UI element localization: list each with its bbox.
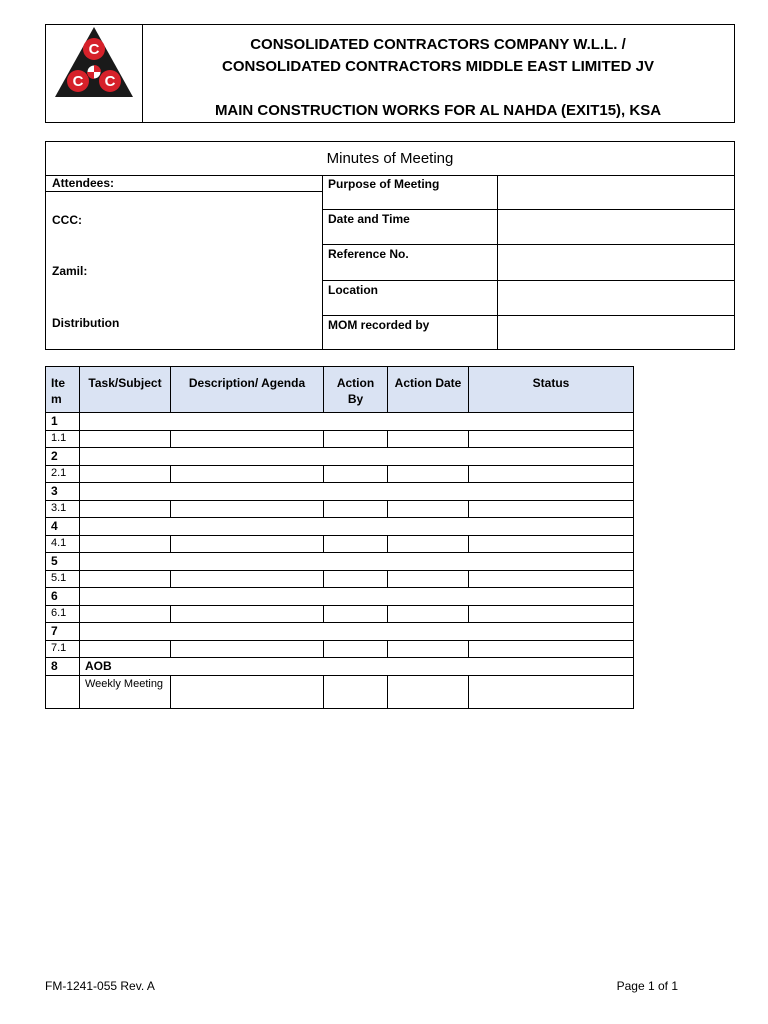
- description-cell[interactable]: [171, 675, 324, 708]
- status-cell[interactable]: [469, 430, 634, 448]
- description-cell[interactable]: [171, 465, 324, 483]
- task-cell[interactable]: [80, 430, 171, 448]
- table-row: [46, 675, 634, 708]
- agenda-body: [46, 413, 634, 709]
- item-number-cell: 4.1: [46, 535, 80, 553]
- table-row: [46, 448, 634, 466]
- table-row: [46, 605, 634, 623]
- table-row: [46, 465, 634, 483]
- description-cell[interactable]: [171, 605, 324, 623]
- recorded-by-value[interactable]: [498, 316, 734, 349]
- col-action-date: Action Date: [388, 367, 469, 413]
- table-row: [46, 430, 634, 448]
- logo-letter-top: C: [88, 41, 100, 58]
- description-cell[interactable]: [171, 535, 324, 553]
- item-number-cell: 5.1: [46, 570, 80, 588]
- recorded-by-label: MOM recorded by: [322, 316, 498, 349]
- logo-triangle: [55, 27, 133, 97]
- col-item: Ite m: [46, 367, 80, 413]
- page-number: Page 1 of 1: [616, 979, 678, 993]
- agenda-topic-cell[interactable]: [80, 553, 634, 571]
- location-value[interactable]: [498, 281, 734, 315]
- col-status: Status: [469, 367, 634, 413]
- purpose-row: [322, 175, 734, 210]
- action-by-cell[interactable]: [324, 535, 388, 553]
- table-row: [46, 658, 634, 676]
- logo-cell: [46, 25, 143, 122]
- table-row: [46, 553, 634, 571]
- table-row: [46, 570, 634, 588]
- meeting-details-panel: [322, 175, 734, 349]
- item-number-cell: 7: [46, 623, 80, 641]
- company-logo: [53, 25, 135, 101]
- status-cell[interactable]: [469, 535, 634, 553]
- attendees-label: Attendees:: [46, 175, 322, 192]
- company-name-line-1: CONSOLIDATED CONTRACTORS COMPANY W.L.L. /: [250, 36, 626, 53]
- status-cell[interactable]: [469, 465, 634, 483]
- table-row: [46, 500, 634, 518]
- table-row: [46, 483, 634, 501]
- purpose-value[interactable]: [498, 175, 734, 209]
- table-row: [46, 588, 634, 606]
- date-time-label: Date and Time: [322, 210, 498, 244]
- task-cell[interactable]: [80, 605, 171, 623]
- agenda-topic-cell[interactable]: [80, 518, 634, 536]
- task-cell[interactable]: [80, 640, 171, 658]
- reference-value[interactable]: [498, 245, 734, 280]
- document-header: [45, 24, 735, 123]
- agenda-topic-cell[interactable]: [80, 588, 634, 606]
- table-row: [46, 535, 634, 553]
- col-task-subject: Task/Subject: [80, 367, 171, 413]
- task-cell[interactable]: [80, 500, 171, 518]
- table-row: [46, 518, 634, 536]
- date-time-row: [322, 210, 734, 245]
- distribution-label: Distribution: [52, 316, 120, 330]
- action-date-cell[interactable]: [388, 570, 469, 588]
- item-number-cell: 7.1: [46, 640, 80, 658]
- agenda-header-row: [46, 367, 634, 413]
- action-by-cell[interactable]: [324, 500, 388, 518]
- action-date-cell[interactable]: [388, 675, 469, 708]
- action-date-cell[interactable]: [388, 605, 469, 623]
- item-number-cell: 8: [46, 658, 80, 676]
- status-cell[interactable]: [469, 570, 634, 588]
- action-by-cell[interactable]: [324, 605, 388, 623]
- agenda-topic-cell[interactable]: [80, 623, 634, 641]
- attendees-panel: [46, 175, 323, 349]
- agenda-topic-cell[interactable]: AOB: [80, 658, 634, 676]
- status-cell[interactable]: [469, 605, 634, 623]
- item-number-cell: 3: [46, 483, 80, 501]
- reference-label: Reference No.: [322, 245, 498, 280]
- item-number-cell: 2.1: [46, 465, 80, 483]
- agenda-topic-cell[interactable]: [80, 413, 634, 431]
- action-by-cell[interactable]: [324, 465, 388, 483]
- task-cell[interactable]: [80, 465, 171, 483]
- action-date-cell[interactable]: [388, 500, 469, 518]
- item-number-cell: 4: [46, 518, 80, 536]
- col-description: Description/ Agenda: [171, 367, 324, 413]
- item-number-cell: 3.1: [46, 500, 80, 518]
- date-time-value[interactable]: [498, 210, 734, 244]
- task-cell[interactable]: [80, 535, 171, 553]
- agenda-table: [45, 366, 634, 709]
- item-number-cell: [46, 675, 80, 708]
- description-cell[interactable]: [171, 430, 324, 448]
- action-date-cell[interactable]: [388, 430, 469, 448]
- description-cell[interactable]: [171, 500, 324, 518]
- table-row: [46, 640, 634, 658]
- location-row: [322, 281, 734, 316]
- form-code: FM-1241-055 Rev. A: [45, 979, 155, 993]
- table-row: [46, 413, 634, 431]
- recorded-by-row: [322, 316, 734, 349]
- status-cell[interactable]: [469, 500, 634, 518]
- purpose-label: Purpose of Meeting: [322, 175, 498, 209]
- logo-letter-right: C: [104, 73, 116, 90]
- task-cell[interactable]: [80, 570, 171, 588]
- agenda-topic-cell[interactable]: [80, 448, 634, 466]
- action-by-cell[interactable]: [324, 640, 388, 658]
- item-number-cell: 1: [46, 413, 80, 431]
- col-action-by: Action By: [324, 367, 388, 413]
- task-cell[interactable]: Weekly Meeting: [80, 675, 171, 708]
- action-date-cell[interactable]: [388, 640, 469, 658]
- ccc-label: CCC:: [52, 213, 82, 227]
- zamil-label: Zamil:: [52, 264, 88, 278]
- item-number-cell: 1.1: [46, 430, 80, 448]
- minutes-info-block: [45, 141, 735, 350]
- description-cell[interactable]: [171, 640, 324, 658]
- location-label: Location: [322, 281, 498, 315]
- action-by-cell[interactable]: [324, 430, 388, 448]
- status-cell[interactable]: [469, 675, 634, 708]
- logo-letter-left: C: [72, 73, 84, 90]
- reference-row: [322, 245, 734, 281]
- item-number-cell: 6.1: [46, 605, 80, 623]
- company-name-line-2: CONSOLIDATED CONTRACTORS MIDDLE EAST LIMITED JV: [222, 58, 654, 75]
- action-date-cell[interactable]: [388, 465, 469, 483]
- project-title: MAIN CONSTRUCTION WORKS FOR AL NAHDA (EXIT15), KSA: [214, 102, 662, 119]
- action-by-cell[interactable]: [324, 570, 388, 588]
- description-cell[interactable]: [171, 570, 324, 588]
- table-row: [46, 623, 634, 641]
- minutes-title: Minutes of Meeting: [46, 142, 734, 176]
- item-number-cell: 5: [46, 553, 80, 571]
- action-date-cell[interactable]: [388, 535, 469, 553]
- status-cell[interactable]: [469, 640, 634, 658]
- item-number-cell: 6: [46, 588, 80, 606]
- item-number-cell: 2: [46, 448, 80, 466]
- agenda-topic-cell[interactable]: [80, 483, 634, 501]
- action-by-cell[interactable]: [324, 675, 388, 708]
